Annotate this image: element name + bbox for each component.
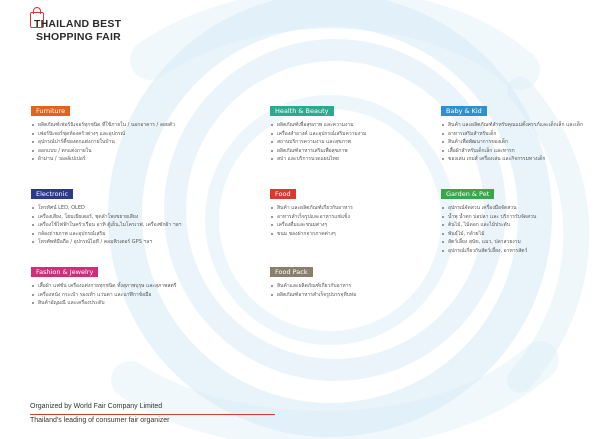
category-food-pack (270, 259, 420, 299)
list-item: อุปกรณ์ปาร์ตี้ของตกแต่งภายในบ้าน (31, 138, 181, 147)
list-item: โทรทัศน์ LED, OLED (31, 204, 181, 213)
list-item: อาหารสำเร็จรูปและอาหารแช่แข็ง (270, 213, 420, 222)
list-item: ต้นไม้, ไม้ดอก และไม้ประดับ (441, 221, 591, 230)
category-garden-pet (441, 181, 591, 255)
logo-line-1: THAILAND BEST (34, 18, 122, 30)
category-health-beauty (270, 98, 420, 164)
list-item: โทรศัพท์มือถือ / อุปกรณ์ไอที / คอมพิวเตอร์ GPS ฯลฯ (31, 238, 181, 247)
category-furniture (31, 98, 181, 164)
category-food (270, 181, 420, 238)
list-item: เครื่องเสียง, โฮมเธียเตอร์, ชุดลำโพงขยายเสียง (31, 213, 181, 222)
list-item: สัตว์เลี้ยง สุนัข, แมว, ปลาสวยงาม (441, 238, 591, 247)
list-item: เสื้อผ้า แฟชั่น เครื่องแต่งกายทุกชนิด ทั้งสุภาพบุรุษ และสุภาพสตรี (31, 282, 181, 291)
list-item: สินค้า และผลิตภัณฑ์เกี่ยวกับอาหาร (270, 204, 420, 213)
divider (30, 414, 275, 415)
list-item: กล้องถ่ายภาพ และอุปกรณ์เสริม (31, 230, 181, 239)
list-item: สถานบริการความงาม และสุขภาพ (270, 138, 420, 147)
list-item: อุปกรณ์จัดสวน เครื่องมือจัดสวน (441, 204, 591, 213)
category-baby-kid (441, 98, 591, 164)
category-tag: Furniture (31, 106, 70, 116)
list-item: เครื่องใช้ไฟฟ้าในครัวเรือน อาทิ ตู้เย็น,ไมโครเวฟ, เครื่องซักผ้า ฯลฯ (31, 221, 181, 230)
category-tag: Food Pack (270, 267, 313, 277)
list-item: ขนม ของฝากจากภาคต่างๆ (270, 230, 420, 239)
list-item: สปา และบริการนวดแผนไทย (270, 155, 420, 164)
list-item: ผลิตภัณฑ์เฟอร์นิเจอร์ทุกชนิด ที่ใช้ภายใน / นอกอาคาร / ลอยตัว (31, 121, 181, 130)
list-item: ผลิตภัณฑ์อาหารเสริมเพื่อสุขภาพ (270, 147, 420, 156)
category-tag: Food (270, 189, 296, 199)
footer (30, 403, 275, 424)
list-item: เครื่องหนัง กระเป๋า รองเท้า แว่นตา และนาฬิกาข้อมือ (31, 291, 181, 300)
list-item: เสื้อผ้าสำหรับเด็กเล็ก และทารก (441, 147, 591, 156)
tagline-text: Thailand's leading of consumer fair organizer (30, 417, 170, 424)
category-tag: Electronic (31, 189, 73, 199)
category-tag: Baby & Kid (441, 106, 487, 116)
list-item: ของเล่น เกมส์ เครื่องเล่น และกิจกรรมทางเด็ก (441, 155, 591, 164)
logo-line-2: SHOPPING FAIR (36, 31, 121, 43)
category-tag: Garden & Pet (441, 189, 494, 199)
category-tag: Health & Beauty (270, 106, 334, 116)
list-item: เครื่องสำอางค์ และอุปกรณ์เสริมความงาม (270, 130, 420, 139)
organizer-text: Organized by World Fair Company Limited (30, 403, 163, 410)
list-item: เครื่องดื่มและขนมต่างๆ (270, 221, 420, 230)
list-item: สินค้า และผลิตภัณฑ์สำหรับคุณแม่ตั้งครรภ์และเด็กเล็ก และเด็ก (441, 121, 591, 130)
category-tag: Fashion & Jewelry (31, 267, 98, 277)
list-item: ออกแบบ / ตกแต่งภายใน (31, 147, 181, 156)
list-item: สินค้าอัญมณี และเครื่องประดับ (31, 299, 181, 308)
list-item: อาหารเสริมสำหรับเด็ก (441, 130, 591, 139)
list-item: ผ้าม่าน / วอลล์เปเปอร์ (31, 155, 181, 164)
list-item: น้ำพุ น้ำตก บ่อปลา และ บริการรับจัดสวน (441, 213, 591, 222)
category-electronic (31, 181, 181, 247)
list-item: สินค้าและผลิตภัณฑ์เกี่ยวกับอาหาร (270, 282, 420, 291)
list-item: เฟอร์นิเจอร์ชุดห้องครัวต่างๆ และอุปกรณ์ (31, 130, 181, 139)
list-item: ผลิตภัณฑ์เพื่อสุขภาพ และความงาม (270, 121, 420, 130)
category-fashion-jewelry (31, 259, 181, 308)
list-item: สินค้าเพื่อพัฒนาการของเด็ก (441, 138, 591, 147)
list-item: พันธุ์ไม้, กล้วยไม้ (441, 230, 591, 239)
list-item: ผลิตภัณฑ์อาหารสำเร็จรูปบรรจุหีบห่อ (270, 291, 420, 300)
list-item: อุปกรณ์เกี่ยวกับสัตว์เลี้ยง, อาหารสัตว์ (441, 247, 591, 256)
